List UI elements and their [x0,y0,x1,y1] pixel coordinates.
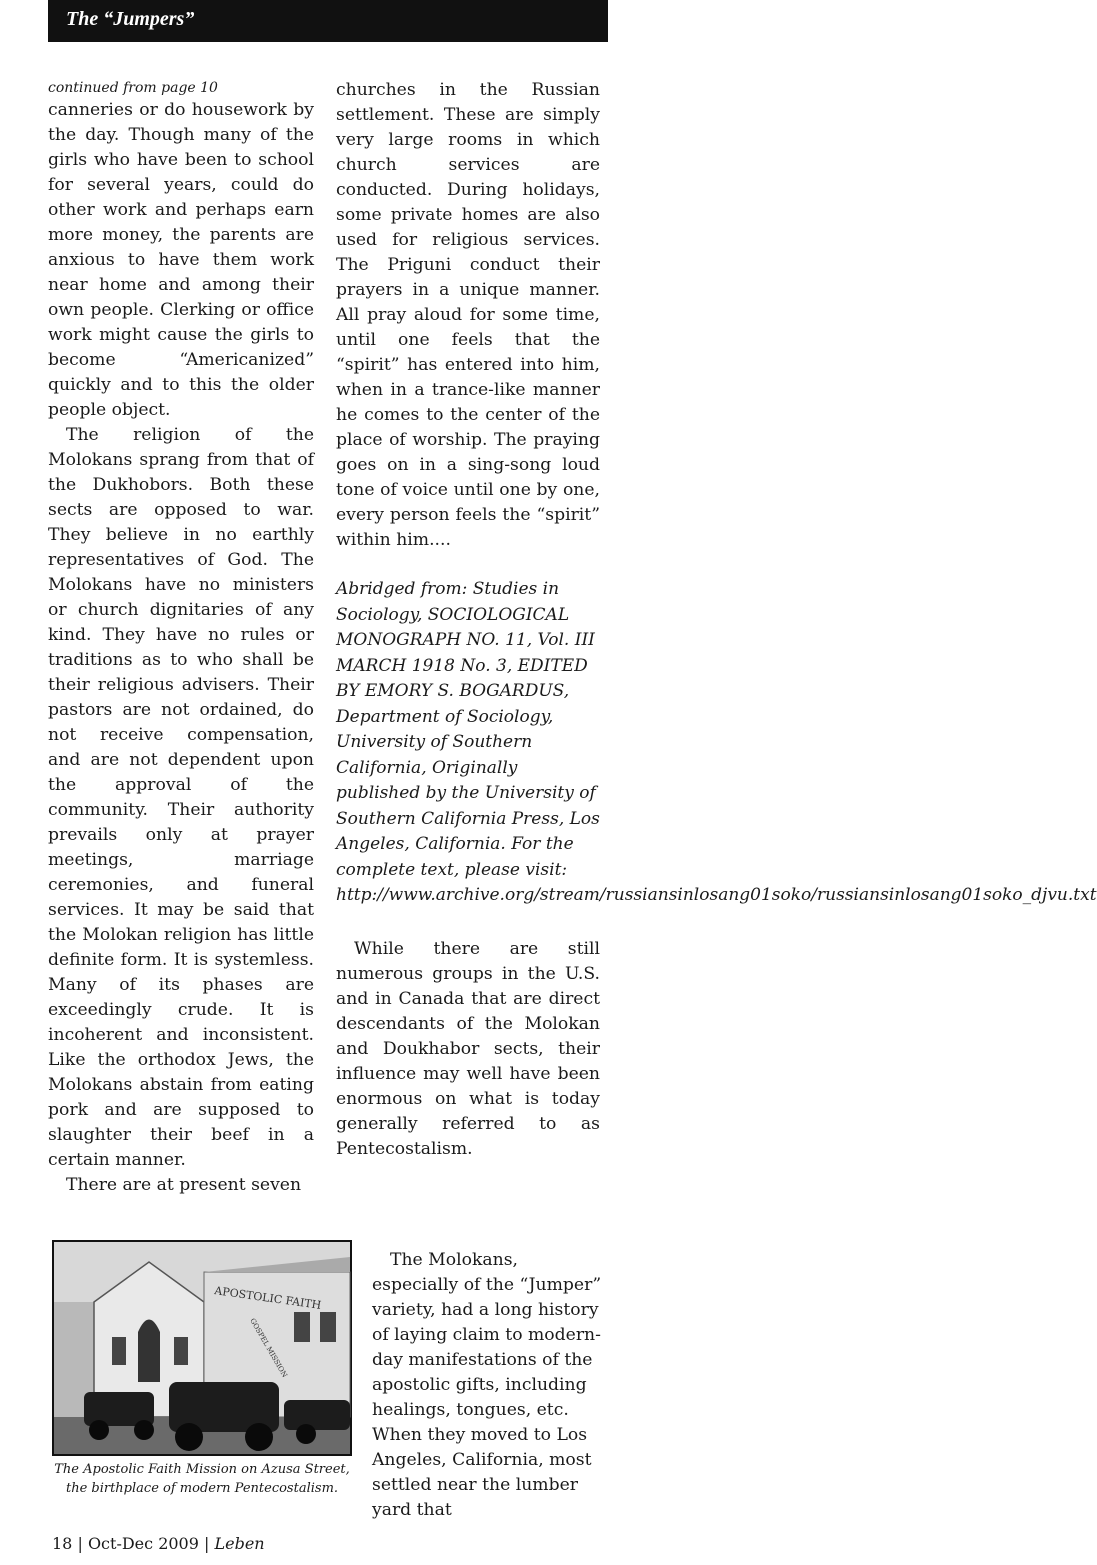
issue-date: Oct-Dec 2009 [87,1534,199,1553]
footer-divider: | [77,1534,88,1553]
page-number: 18 [52,1534,73,1553]
left-column [48,78,314,1198]
magazine-name: Leben [214,1534,265,1553]
right-column-bottom [372,1248,602,1523]
paragraph: canneries or do housework by the day. Though many of the girls who have been to school for several years, could do other work and perhaps earn more money, the parents are anxious to have them work near home and among their own people. Clerking or office work might cause the girls to become “Americanized” quickly and to this the older people object. [48,100,314,420]
continued-note: continued from page 10 [48,80,218,96]
paragraph: The religion of the Molokans sprang from that of the Dukhobors. Both these sects are opposed to war. They believe in no earthly representatives of God. The Molokans have no ministers or church dignitaries of any kind. They have no rules or traditions as to who shall be their religious advisers. Their pastors are not ordained, do not receive compensation, and are not dependent upon the approval of the community. Their authority prevails only at prayer meetings, marriage ceremonies, and funeral services. It may be said that the Molokan religion has little definite form. It is systemless. Many of its phases are exceedingly crude. It is incoherent and inconsistent. Like the orthodox Jews, the Molokans abstain from eating pork and are supposed to slaughter their beef in a certain manner. [48,425,314,1170]
mission-photo-illustration [54,1242,350,1454]
footer-divider: | [204,1534,215,1553]
source-note: Abridged from: Studies in Sociology, SOCIOLOGICAL MONOGRAPH NO. 11, Vol. III MARCH 1918 No. 3, EDITED BY EMORY S. BOGARDUS, Department of Sociology, University of Southern California, Originally published by the University of Southern California Press, Los Angeles, California. For the complete text, please visit: http://www.archive.org/stream/russiansinlosang01soko/russiansinlosang01soko_djvu.txt [336,579,1097,905]
photo-caption: The Apostolic Faith Mission on Azusa Street, the birthplace of modern Pentecostalism. [54,1462,350,1496]
sign-text: APOSTOLIC FAITH [213,1284,323,1312]
paragraph: The Molokans, especially of the “Jumper” variety, had a long history of laying claim to modern-day manifestations of the apostolic gifts, including healings, tongues, etc. When they moved to Los Angeles, California, most settled near the lumber yard that [372,1250,602,1520]
section-title: The “Jumpers” [66,8,195,30]
paragraph: While there are still numerous groups in the U.S. and in Canada that are direct descendants of the Molokan and Doukhabor sects, their influence may well have been enormous on what is today generally referred to as Pentecostalism. [336,938,600,1159]
paragraph: There are at present seven [66,1175,302,1195]
page-footer [52,1534,265,1553]
right-column [336,78,1097,1162]
mission-photo [52,1240,352,1456]
sign-text-2: GOSPEL MISSION [248,1317,289,1379]
paragraph: churches in the Russian settlement. These are simply very large rooms in which church services are conducted. During holidays, some private homes are also used for religious services. The Priguni conduct their prayers in a unique manner. All pray aloud for some time, until one feels that the “spirit” has entered into him, when in a trance-like manner he comes to the center of the place of worship. The praying goes on in a sing-song loud tone of voice until one by one, every person feels the “spirit” within him.... [336,80,600,550]
